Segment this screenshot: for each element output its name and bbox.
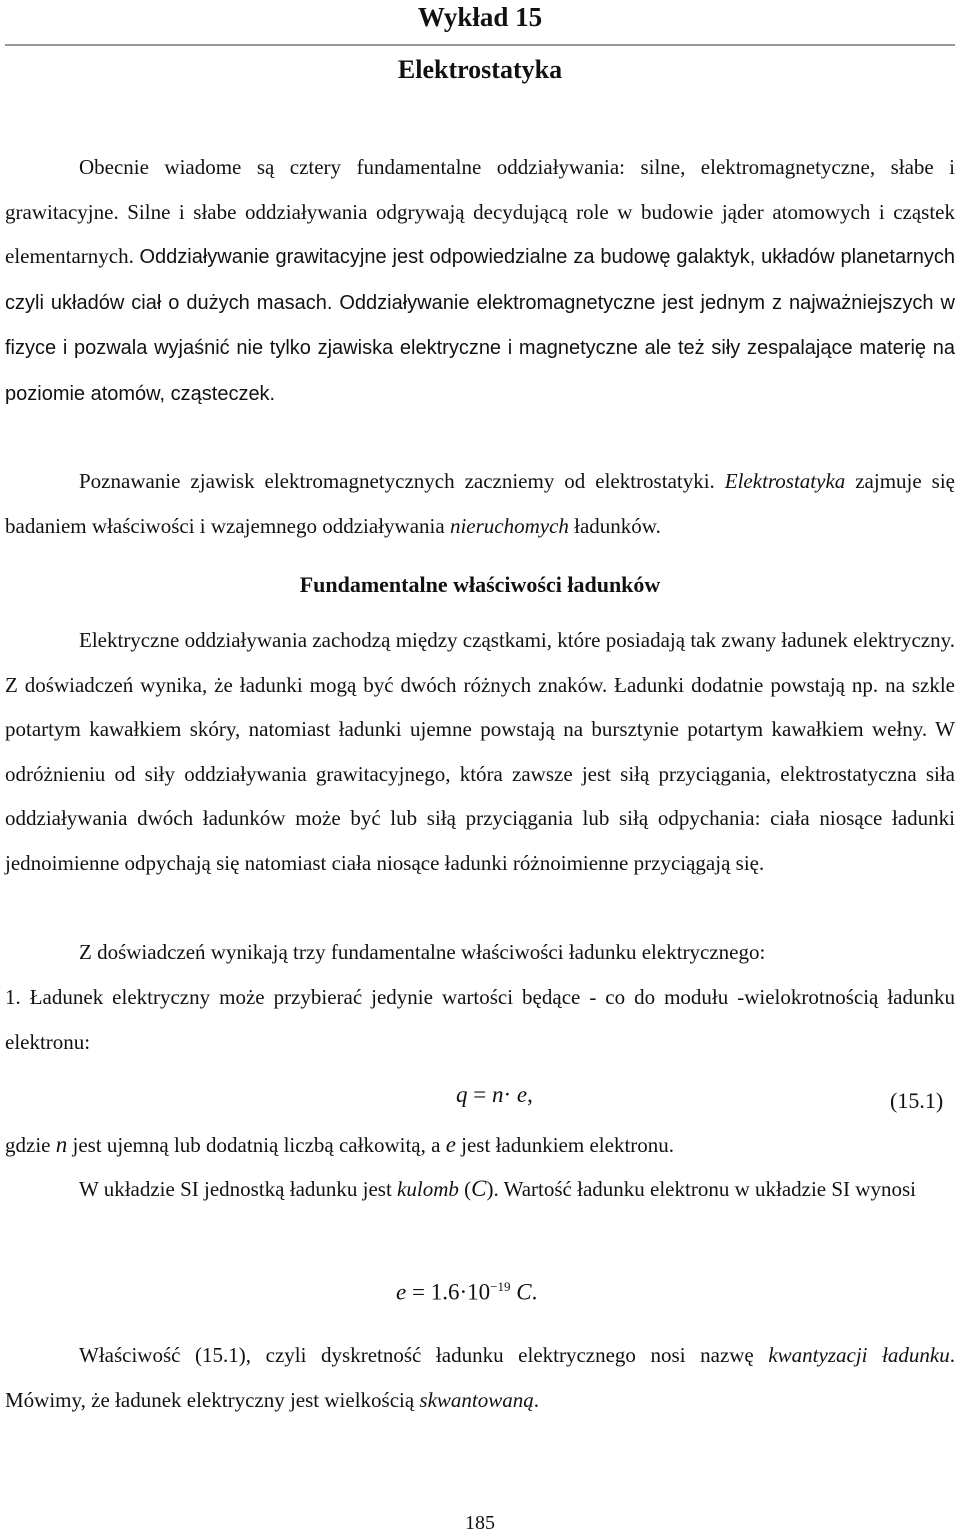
- charges-paragraph: Elektryczne oddziaływania zachodzą między cząstkami, które posiadają tak zwany ładunek elektryczny. Z doświadczeń wynika, że ładunki mogą być dwóch różnych znaków. Ładunki dodatnie powstają np. na szkle potartym kawałkiem skóry, natomiast ładunki ujemne powstają na bursztynie potartym kawałkiem wełny. W odróżnieniu od siły oddziaływania grawitacyjnego, która zawsze jest siłą przyciągania, elektrostatyczna siła oddziaływania dwóch ładunków może być lub siłą przyciągania lub siłą odpychania: ciała niosące ładunki jednoimienne odpychają się natomiast ciała niosące ładunki różnoimienne przyciągają się.: [5, 628, 955, 875]
- text: zajmuje się badaniem właściwości i wzajemnego oddziaływania: [5, 469, 955, 538]
- text: Właściwość (15.1), czyli dyskretność ładunku elektrycznego nosi nazwę: [79, 1343, 769, 1367]
- eq-mantissa: 1.6: [430, 1279, 460, 1305]
- chapter-title: Elektrostatyka: [397, 55, 563, 84]
- text: .: [533, 1387, 540, 1412]
- page-number: 185: [465, 1512, 495, 1534]
- term-italic: Elektrostatyka: [724, 469, 846, 493]
- text: . Mówimy, że ładunek elektryczny jest wielkością: [5, 1343, 955, 1412]
- eq-e: e: [396, 1279, 407, 1305]
- text: W układzie SI jednostką ładunku jest: [79, 1177, 398, 1201]
- eq-equals: =: [473, 1082, 487, 1107]
- var-n: n: [55, 1132, 68, 1157]
- title-divider: [5, 44, 955, 46]
- eq-e: e: [516, 1082, 528, 1107]
- text: gdzie: [5, 1133, 56, 1157]
- electrostatics-paragraph: [5, 459, 955, 548]
- var-e: e: [445, 1132, 456, 1157]
- text: ładunków.: [568, 513, 661, 538]
- equation-quantization: [456, 1082, 533, 1108]
- intro-text-serif: Obecnie wiadome są cztery fundamentalne oddziaływania: silne, elektromagnetyczne, słabe i grawitacyjne. Silne i słabe oddziaływania odgrywają decydującą role w budowie jąder atomowych i cząstek elementarnych.: [5, 155, 955, 268]
- quantization-paragraph: [5, 1333, 955, 1422]
- properties-intro: Z doświadczeń wynikają trzy fundamentalne właściwości ładunku elektrycznego:: [79, 940, 766, 964]
- equation-number: (15.1): [890, 1088, 944, 1113]
- text: jest ładunkiem elektronu.: [455, 1133, 675, 1157]
- eq-equals: =: [411, 1279, 425, 1305]
- text: (: [458, 1177, 472, 1201]
- unit-symbol: C: [471, 1176, 487, 1201]
- text: jest ujemną lub dodatnią liczbą całkowitą, a: [67, 1133, 446, 1157]
- eq-comma: ,: [527, 1082, 533, 1107]
- term-italic: skwantowaną: [419, 1387, 534, 1412]
- property-1: 1. Ładunek elektryczny może przybierać jedynie wartości będące - co do modułu -wielokrotnością ładunku elektronu:: [5, 985, 955, 1054]
- eq-dot: ·: [503, 1082, 512, 1107]
- text: ). Wartość ładunku elektronu w układzie SI wynosi: [486, 1177, 916, 1201]
- section-heading: Fundamentalne właściwości ładunków: [299, 572, 661, 597]
- eq-n: n: [491, 1082, 504, 1107]
- eq-base: 10: [467, 1279, 491, 1305]
- intro-paragraph: [5, 145, 955, 416]
- term-italic: nieruchomych: [449, 513, 569, 538]
- text: Poznawanie zjawisk elektromagnetycznych zaczniemy od elektrostatyki.: [79, 469, 725, 493]
- eq-exponent: −19: [490, 1279, 511, 1294]
- si-unit-paragraph: [5, 1167, 955, 1212]
- term-italic: kwantyzacji ładunku: [768, 1343, 950, 1367]
- eq-q: q: [456, 1082, 468, 1107]
- equation-electron-charge: [396, 1279, 537, 1306]
- lecture-title: Wykład 15: [417, 2, 543, 32]
- eq-period: .: [531, 1279, 538, 1305]
- eq-dot: ·: [459, 1279, 468, 1305]
- eq-unit: C: [516, 1279, 532, 1305]
- unit-name: kulomb: [397, 1177, 459, 1201]
- intro-text-sans: Oddziaływanie grawitacyjne jest odpowiedzialne za budowę galaktyk, układów planetarnych czyli układów ciał o dużych masach. Oddziaływanie elektromagnetyczne jest jednym z najważniejszych w fizyce i pozwala wyjaśnić nie tylko zjawiska elektryczne i magnetyczne ale też siły zespalające materię na poziomie atomów, cząsteczek.: [5, 246, 955, 405]
- where-line: [5, 1123, 955, 1168]
